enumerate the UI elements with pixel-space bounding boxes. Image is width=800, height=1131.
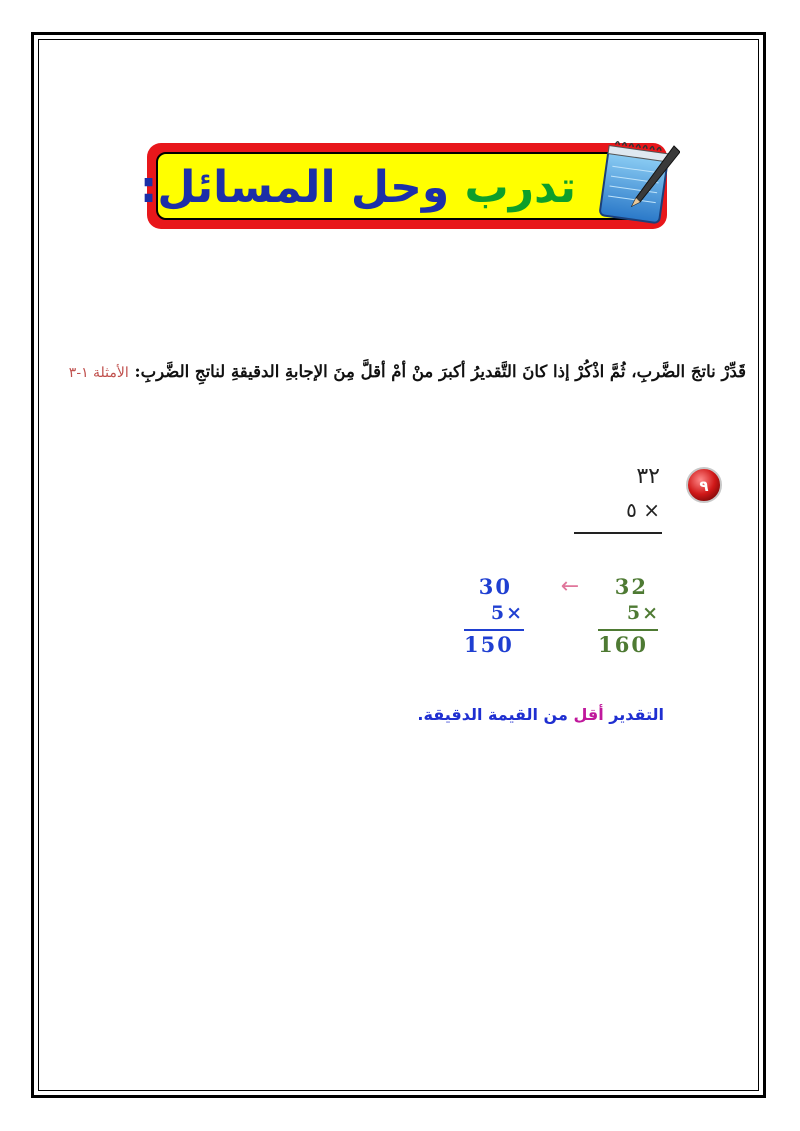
estimate-multiplicand: 30 xyxy=(478,574,512,599)
problem-result-line xyxy=(574,532,662,534)
estimate-result-line xyxy=(464,629,524,631)
left-arrow-icon: ← xyxy=(560,574,580,599)
problem-multiplier: ٥ × xyxy=(626,498,660,522)
exact-product: 160 xyxy=(598,632,648,657)
exact-result-line xyxy=(598,629,658,631)
exact-multiplier: 5× xyxy=(626,602,660,624)
problem-multiplicand: ٣٢ xyxy=(636,464,660,489)
problem-number: ٩ xyxy=(699,477,709,495)
exact-multiplicand: 32 xyxy=(614,574,648,599)
title-word-practice: تدرب xyxy=(464,162,576,213)
title-word-solve-problems: وحل المسائل: xyxy=(139,162,465,213)
estimate-product: 150 xyxy=(464,632,514,657)
conclusion-part2: من القيمة الدقيقة. xyxy=(417,705,574,724)
instruction-body: قَدِّرْ ناتجَ الضَّربِ، ثُمَّ اذْكُرْ إذا كانَ التَّقديرُ أكبرَ منْ أمْ أقلَّ مِنَ الإجابةِ الدقيقةِ لناتجِ الضَّربِ: xyxy=(128,362,746,381)
conclusion-part1: التقدير xyxy=(603,705,664,724)
examples-reference: الأمثلة ١-٣ xyxy=(68,365,129,381)
instruction-text xyxy=(60,362,746,381)
page-title xyxy=(139,158,576,218)
conclusion-text xyxy=(380,705,664,724)
conclusion-highlight: أقل xyxy=(573,705,604,724)
estimate-multiplier: 5× xyxy=(490,602,524,624)
title-banner xyxy=(139,143,667,229)
title-banner-inner xyxy=(139,152,658,220)
notepad-pencil-icon xyxy=(596,140,680,230)
problem-number-badge xyxy=(685,466,723,504)
